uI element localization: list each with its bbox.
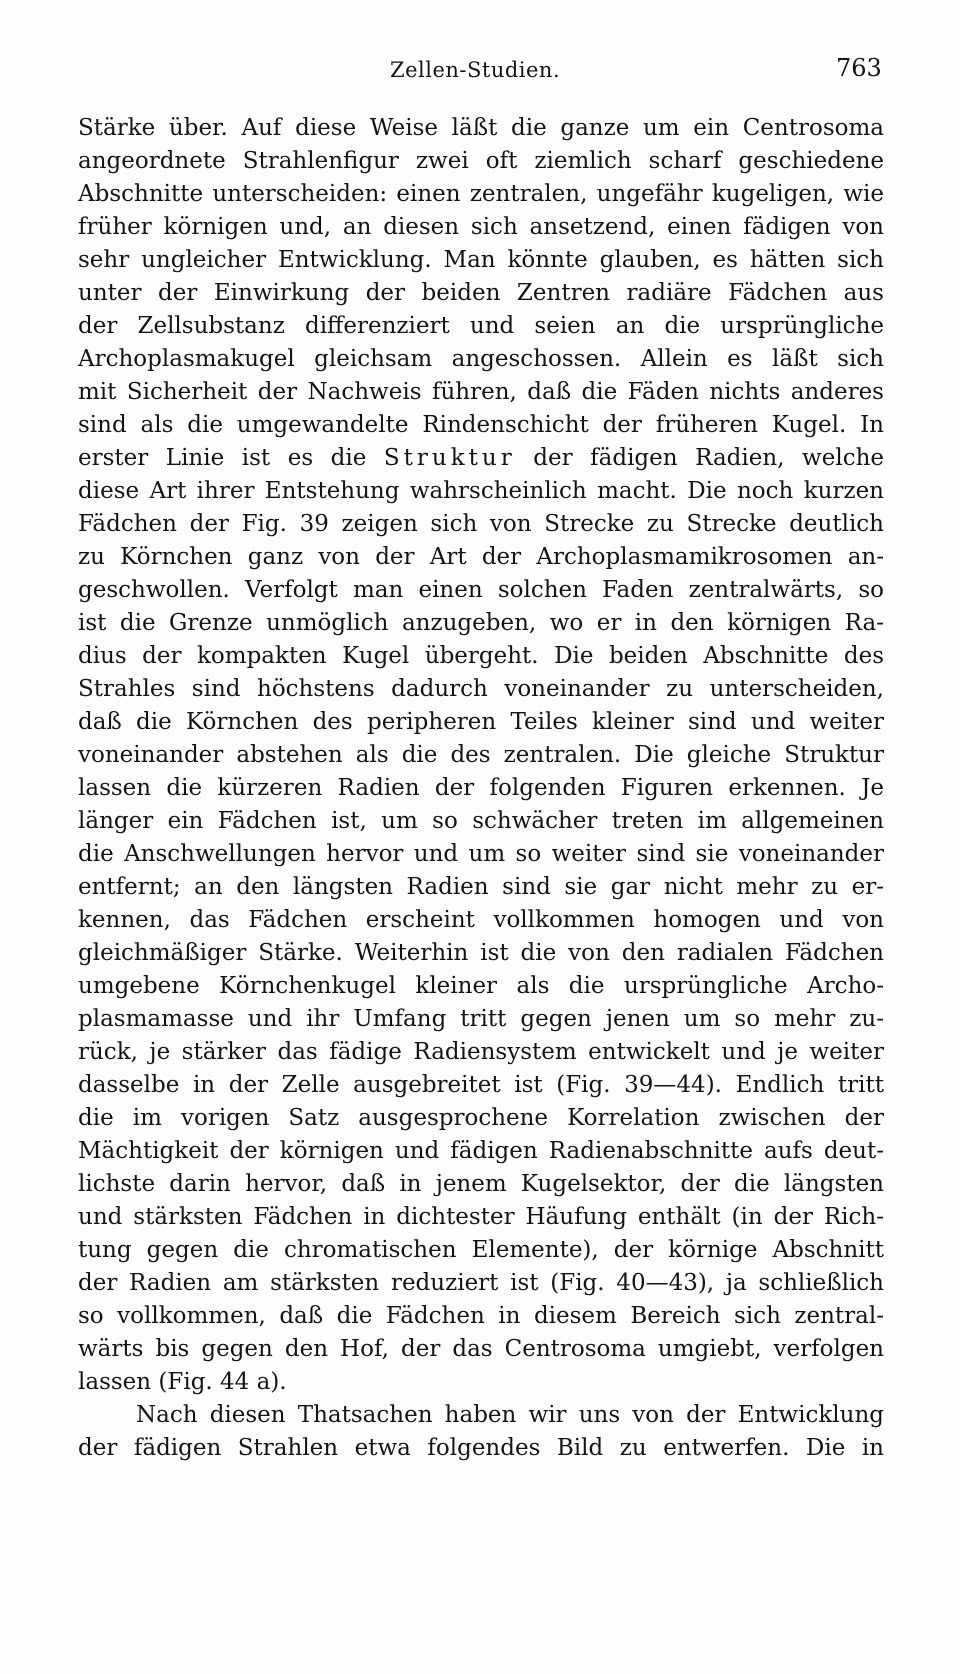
text-line: tung gegen die chromatischen Elemente), der körnige Abschnitt xyxy=(78,1237,884,1263)
text-line: zu Körnchen ganz von der Art der Archoplasmamikrosomen an- xyxy=(78,544,884,570)
text-line: kennen, das Fädchen erscheint vollkommen homogen und von xyxy=(78,907,884,933)
text-line: mit Sicherheit der Nachweis führen, daß die Fäden nichts anderes xyxy=(78,379,884,405)
text-line: voneinander abstehen als die des zentralen. Die gleiche Struktur xyxy=(78,742,884,768)
text-line: und stärksten Fädchen in dichtester Häufung enthält (in der Rich- xyxy=(78,1204,884,1230)
paragraph-1 xyxy=(78,112,884,1399)
text-line: entfernt; an den längsten Radien sind sie gar nicht mehr zu er- xyxy=(78,874,884,900)
text-line: die im vorigen Satz ausgesprochene Korrelation zwischen der xyxy=(78,1105,884,1131)
text-line-indented: Nach diesen Thatsachen haben wir uns von der Entwicklung xyxy=(136,1402,884,1428)
running-head xyxy=(0,54,960,88)
text-line: früher körnigen und, an diesen sich ansetzend, einen fädigen von xyxy=(78,214,884,240)
text-line: sind als die umgewandelte Rindenschicht der früheren Kugel. In xyxy=(78,412,884,438)
text-line: Fädchen der Fig. 39 zeigen sich von Strecke zu Strecke deutlich xyxy=(78,511,884,537)
text-line: plasmamasse und ihr Umfang tritt gegen jenen um so mehr zu- xyxy=(78,1006,884,1032)
paragraph-2 xyxy=(78,1399,884,1465)
text-line: wärts bis gegen den Hof, der das Centrosoma umgiebt, verfolgen xyxy=(78,1336,884,1362)
text-line: diese Art ihrer Entstehung wahrscheinlich macht. Die noch kurzen xyxy=(78,478,884,504)
text-line: gleichmäßiger Stärke. Weiterhin ist die von den radialen Fädchen xyxy=(78,940,884,966)
text-line: Mächtigkeit der körnigen und fädigen Radienabschnitte aufs deut- xyxy=(78,1138,884,1164)
text-line: lassen die kürzeren Radien der folgenden Figuren erkennen. Je xyxy=(78,775,884,801)
text-line: die Anschwellungen hervor und um so weiter sind sie voneinander xyxy=(78,841,884,867)
text-line-last: lassen (Fig. 44 a). xyxy=(78,1369,287,1395)
text-line: lichste darin hervor, daß in jenem Kugelsektor, der die längsten xyxy=(78,1171,884,1197)
text-line: so vollkommen, daß die Fädchen in diesem Bereich sich zentral- xyxy=(78,1303,884,1329)
text-line: dius der kompakten Kugel übergeht. Die beiden Abschnitte des xyxy=(78,643,884,669)
text-line: der Zellsubstanz differenziert und seien an die ursprüngliche xyxy=(78,313,884,339)
spaced-emphasis-word: Struktur xyxy=(383,445,516,471)
running-title: Zellen-Studien. xyxy=(390,58,561,82)
text-line-spaced xyxy=(78,442,884,475)
text-line: dasselbe in der Zelle ausgebreitet ist (Fig. 39—44). Endlich tritt xyxy=(78,1072,884,1098)
text-line: der fädigen Strahlen etwa folgendes Bild zu entwerfen. Die in xyxy=(78,1435,884,1461)
text-line: Stärke über. Auf diese Weise läßt die ganze um ein Centrosoma xyxy=(78,115,884,141)
text-line: daß die Körnchen des peripheren Teiles kleiner sind und weiter xyxy=(78,709,884,735)
text-line-spaced-prefix: erster Linie ist es die xyxy=(78,445,384,471)
text-line: geschwollen. Verfolgt man einen solchen Faden zentralwärts, so xyxy=(78,577,884,603)
text-line: der Radien am stärksten reduziert ist (Fig. 40—43), ja schließlich xyxy=(78,1270,884,1296)
text-line: sehr ungleicher Entwicklung. Man könnte glauben, es hätten sich xyxy=(78,247,884,273)
text-line: Abschnitte unterscheiden: einen zentralen, ungefähr kugeligen, wie xyxy=(78,181,884,207)
text-line: Strahles sind höchstens dadurch voneinander zu unterscheiden, xyxy=(78,676,884,702)
text-line-spaced-suffix: der fädigen Radien, welche xyxy=(515,445,884,471)
text-line: unter der Einwirkung der beiden Zentren radiäre Fädchen aus xyxy=(78,280,884,306)
text-line: Archoplasmakugel gleichsam angeschossen. Allein es läßt sich xyxy=(78,346,884,372)
text-line: umgebene Körnchenkugel kleiner als die ursprüngliche Archo- xyxy=(78,973,884,999)
text-line: angeordnete Strahlenfigur zwei oft ziemlich scharf geschiedene xyxy=(78,148,884,174)
page-number: 763 xyxy=(836,54,882,82)
text-line: rück, je stärker das fädige Radiensystem entwickelt und je weiter xyxy=(78,1039,884,1065)
text-line: ist die Grenze unmöglich anzugeben, wo er in den körnigen Ra- xyxy=(78,610,884,636)
text-line: länger ein Fädchen ist, um so schwächer treten im allgemeinen xyxy=(78,808,884,834)
body-text xyxy=(78,112,884,1465)
